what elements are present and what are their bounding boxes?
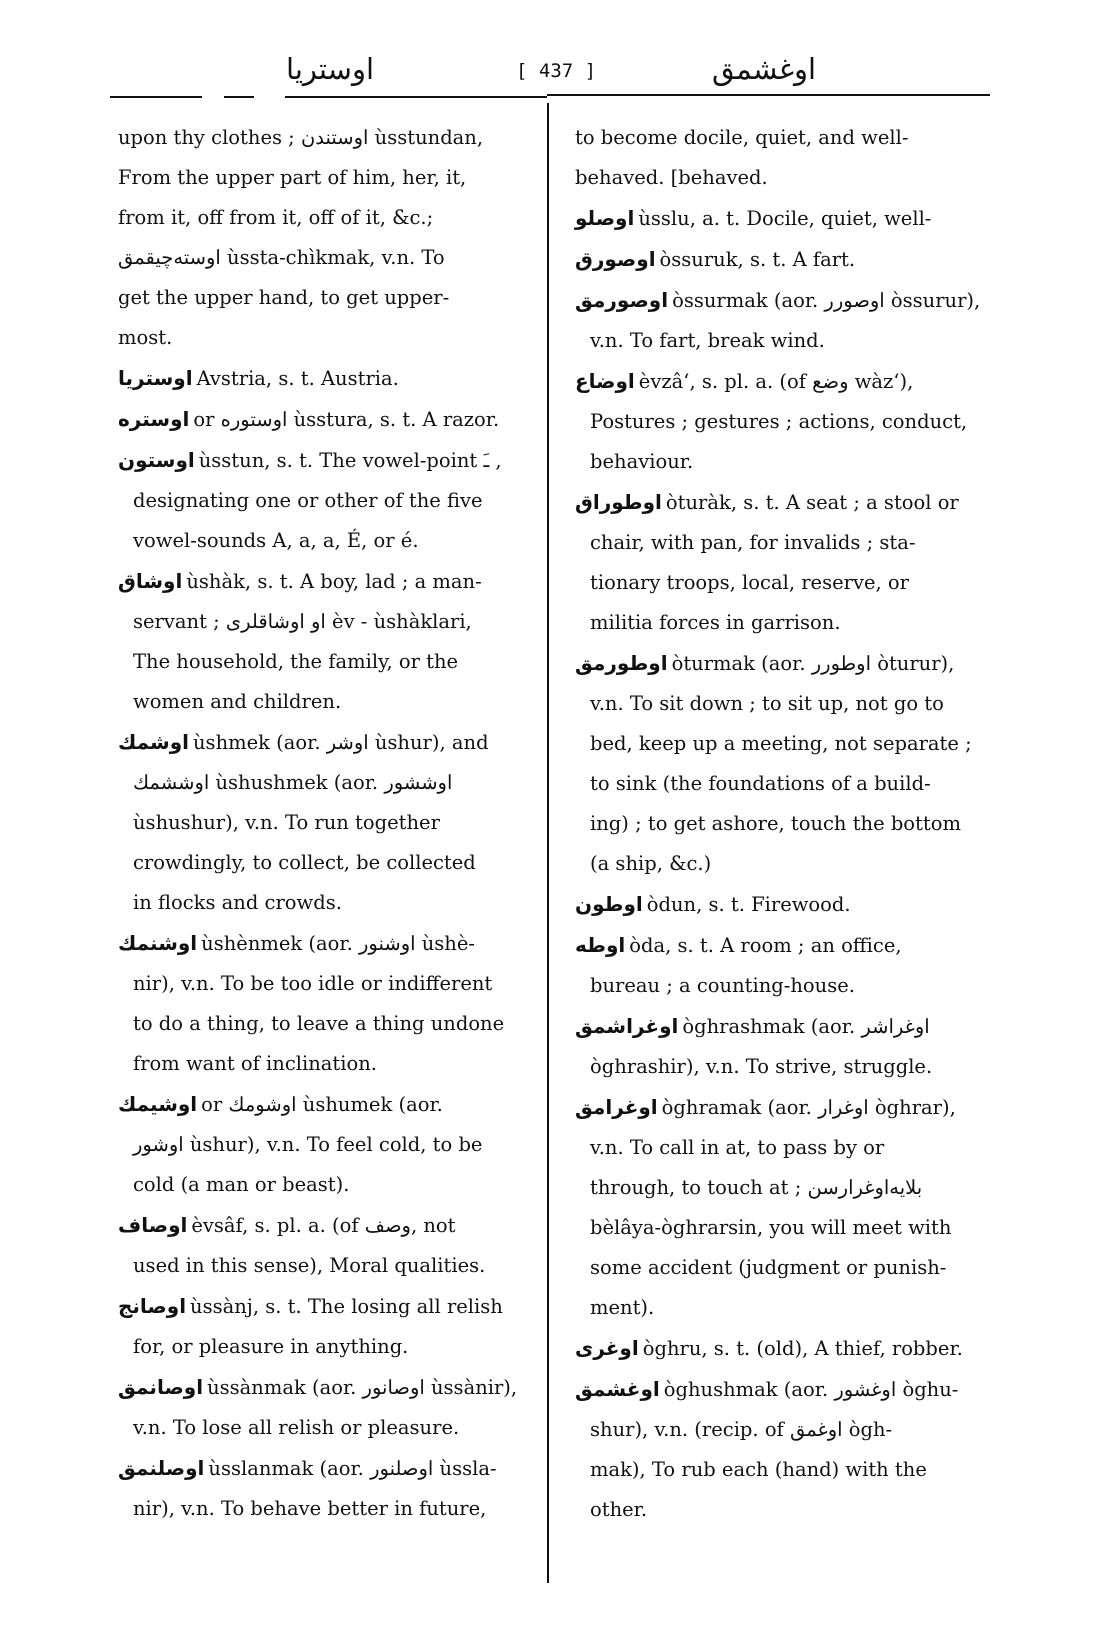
entry-headword: اوصانمق xyxy=(118,1375,204,1399)
entry-line xyxy=(575,482,985,523)
entry-line xyxy=(118,158,538,198)
entry-text: ùsstun, s. t. The vowel-point ـَ , xyxy=(198,449,502,472)
dictionary-entry xyxy=(575,1328,985,1369)
dictionary-entry xyxy=(118,1448,538,1529)
page-number: [ 437 ] xyxy=(516,60,597,82)
entry-headword: اوغری xyxy=(575,1336,639,1360)
left-column xyxy=(118,118,538,1529)
entry-line xyxy=(575,684,985,724)
entry-line xyxy=(575,966,985,1006)
entry-line xyxy=(575,804,985,844)
entry-text: òghrashmak (aor. اوغراشر xyxy=(682,1015,930,1038)
header-left-catchword: اوستريا xyxy=(286,52,375,86)
entry-line xyxy=(118,118,538,158)
dictionary-entry xyxy=(118,1084,538,1205)
dictionary-entry xyxy=(118,561,538,722)
entry-text: òssuruk, s. t. A fart. xyxy=(659,248,856,271)
entry-line xyxy=(118,923,538,964)
entry-text: chair, with pan, for invalids ; sta- xyxy=(590,531,916,554)
entry-text: The household, the family, or the xyxy=(133,650,459,673)
dictionary-entry xyxy=(575,280,985,361)
entry-text: to do a thing, to leave a thing undone xyxy=(133,1012,505,1035)
entry-text: shur), v.n. (recip. of اوغمق ògh- xyxy=(590,1418,893,1441)
entry-text: òghru, s. t. (old), A thief, robber. xyxy=(642,1337,963,1360)
dictionary-entry xyxy=(118,722,538,923)
entry-line xyxy=(575,1490,985,1530)
entry-text: From the upper part of him, her, it, xyxy=(118,166,467,189)
dictionary-entry xyxy=(118,923,538,1084)
entry-line xyxy=(118,763,538,803)
entry-text: for, or pleasure in anything. xyxy=(133,1335,409,1358)
dictionary-entry xyxy=(575,198,985,239)
entry-line xyxy=(118,278,538,318)
entry-line xyxy=(575,158,985,198)
entry-line xyxy=(575,1369,985,1410)
entry-headword: اوستره xyxy=(118,407,190,431)
entry-text: òdun, s. t. Firewood. xyxy=(646,893,851,916)
entry-text: اوشور ùshur), v.n. To feel cold, to be xyxy=(133,1133,483,1156)
entry-line xyxy=(575,1087,985,1128)
entry-line xyxy=(575,321,985,361)
entry-line xyxy=(575,844,985,884)
entry-line xyxy=(575,361,985,402)
page-header xyxy=(110,52,990,96)
entry-headword: اوغرامق xyxy=(575,1095,658,1119)
entry-line xyxy=(575,1128,985,1168)
entry-text: behaved. [behaved. xyxy=(575,166,768,189)
entry-text: nir), v.n. To be too idle or indifferent xyxy=(133,972,493,995)
dictionary-entry xyxy=(575,925,985,1006)
entry-text: (a ship, &c.) xyxy=(590,852,712,875)
entry-line xyxy=(575,523,985,563)
entry-line xyxy=(575,724,985,764)
entry-headword: اوطه xyxy=(575,933,626,957)
dictionary-entry xyxy=(575,482,985,643)
entry-headword: اوصلنمق xyxy=(118,1456,205,1480)
entry-text: òturmak (aor. اوطورر òturur), xyxy=(671,652,955,675)
entry-text: v.n. To call in at, to pass by or xyxy=(590,1136,885,1159)
entry-line xyxy=(118,964,538,1004)
dictionary-entry xyxy=(118,358,538,399)
right-column xyxy=(575,118,985,1530)
dictionary-entry xyxy=(575,1087,985,1328)
entry-line xyxy=(575,198,985,239)
entry-text: cold (a man or beast). xyxy=(133,1173,350,1196)
entry-text: to become docile, quiet, and well- xyxy=(575,126,909,149)
entry-headword: اوغشمق xyxy=(575,1377,660,1401)
dictionary-entry xyxy=(575,361,985,482)
entry-text: mak), To rub each (hand) with the xyxy=(590,1458,927,1481)
entry-text: women and children. xyxy=(133,690,342,713)
entry-text: òghushmak (aor. اوغشور òghu- xyxy=(663,1378,959,1401)
entry-text: bed, keep up a meeting, not separate ; xyxy=(590,732,972,755)
entry-text: Avstria, s. t. Austria. xyxy=(196,367,399,390)
entry-line xyxy=(118,561,538,602)
entry-text: designating one or other of the five xyxy=(133,489,483,512)
entry-headword: اوشاق xyxy=(118,569,183,593)
entry-line xyxy=(118,803,538,843)
column-divider xyxy=(547,103,549,1583)
dictionary-entry xyxy=(118,1367,538,1448)
entry-line xyxy=(575,239,985,280)
entry-line xyxy=(575,764,985,804)
entry-line xyxy=(118,440,538,481)
entry-line xyxy=(575,118,985,158)
entry-text: nir), v.n. To behave better in future, xyxy=(133,1497,487,1520)
entry-text: èvzâ‘, s. pl. a. (of وضع wàz‘), xyxy=(638,370,914,393)
entry-line xyxy=(118,1004,538,1044)
entry-line xyxy=(118,1286,538,1327)
entry-text: other. xyxy=(590,1498,648,1521)
dictionary-entry xyxy=(575,1369,985,1530)
entry-line xyxy=(118,1125,538,1165)
entry-line xyxy=(575,1410,985,1450)
entry-line xyxy=(575,402,985,442)
dictionary-entry xyxy=(118,399,538,440)
entry-text: bureau ; a counting-house. xyxy=(590,974,855,997)
entry-text: ùssànmak (aor. اوصانور ùssànir), xyxy=(207,1376,518,1399)
entry-line xyxy=(118,1408,538,1448)
entry-text: òghramak (aor. اوغرار òghrar), xyxy=(661,1096,956,1119)
entry-text: upon thy clothes ; اوستندن ùsstundan, xyxy=(118,126,484,149)
entry-line xyxy=(575,442,985,482)
entry-line xyxy=(575,884,985,925)
entry-line xyxy=(118,1367,538,1408)
header-right-catchword: اوغشمق xyxy=(712,52,817,86)
entry-line xyxy=(118,198,538,238)
dictionary-entry xyxy=(575,118,985,198)
entry-text: or اوشومك ùshumek (aor. xyxy=(201,1093,443,1116)
entry-line xyxy=(118,843,538,883)
entry-line xyxy=(118,1165,538,1205)
header-rule-left-short xyxy=(224,96,254,98)
entry-line xyxy=(575,1328,985,1369)
entry-text: bèlâya-òghrarsin, you will meet with xyxy=(590,1216,952,1239)
entry-line xyxy=(118,521,538,561)
entry-text: ing) ; to get ashore, touch the bottom xyxy=(590,812,961,835)
entry-text: in flocks and crowds. xyxy=(133,891,342,914)
entry-text: èvsâf, s. pl. a. (of وصف, not xyxy=(191,1214,456,1237)
entry-text: v.n. To lose all relish or pleasure. xyxy=(133,1416,460,1439)
entry-text: vowel-sounds A, a, a, É, or é. xyxy=(133,529,419,552)
entry-text: اوسته‌چیقمق ùssta-chìkmak, v.n. To xyxy=(118,246,445,269)
entry-text: tionary troops, local, reserve, or xyxy=(590,571,909,594)
entry-text: òghrashir), v.n. To strive, struggle. xyxy=(590,1055,933,1078)
entry-line xyxy=(118,318,538,358)
entry-text: òturàk, s. t. A seat ; a stool or xyxy=(665,491,959,514)
entry-text: crowdingly, to collect, be collected xyxy=(133,851,476,874)
entry-text: some accident (judgment or punish- xyxy=(590,1256,947,1279)
entry-headword: اوطوراق xyxy=(575,490,662,514)
entry-line xyxy=(118,1205,538,1246)
entry-headword: اوصورق xyxy=(575,247,656,271)
entry-text: from it, off from it, off of it, &c.; xyxy=(118,206,434,229)
entry-text: through, to touch at ; بلایه‌اوغرارسن xyxy=(590,1176,923,1199)
dictionary-entry xyxy=(118,1286,538,1367)
entry-line xyxy=(575,1006,985,1047)
entry-text: ùshènmek (aor. اوشنور ùshè- xyxy=(201,932,475,955)
entry-headword: اوستريا xyxy=(118,366,193,390)
entry-text: òda, s. t. A room ; an office, xyxy=(629,934,902,957)
entry-line xyxy=(118,1084,538,1125)
entry-line xyxy=(575,1168,985,1208)
entry-text: servant ; او اوشاقلری èv - ùshàklari, xyxy=(133,610,472,633)
entry-line xyxy=(575,1047,985,1087)
dictionary-entry xyxy=(118,118,538,358)
entry-line xyxy=(118,1044,538,1084)
entry-text: ùssànj, s. t. The losing all relish xyxy=(190,1295,503,1318)
entry-headword: اوصورمق xyxy=(575,288,669,312)
entry-headword: اوشنمك xyxy=(118,931,198,955)
entry-line xyxy=(575,1248,985,1288)
entry-line xyxy=(118,1246,538,1286)
entry-headword: اوطورمق xyxy=(575,651,668,675)
entry-line xyxy=(118,883,538,923)
entry-text: from want of inclination. xyxy=(133,1052,377,1075)
dictionary-entry xyxy=(575,1006,985,1087)
dictionary-entry xyxy=(575,884,985,925)
entry-line xyxy=(118,602,538,642)
entry-text: ùshushur), v.n. To run together xyxy=(133,811,440,834)
entry-headword: اوغراشمق xyxy=(575,1014,679,1038)
entry-line xyxy=(118,1448,538,1489)
entry-headword: اوصانج xyxy=(118,1294,187,1318)
entry-line xyxy=(575,563,985,603)
dictionary-entry xyxy=(575,239,985,280)
entry-line xyxy=(118,682,538,722)
entry-line xyxy=(575,280,985,321)
entry-text: ùshmek (aor. اوشر ùshur), and xyxy=(193,731,489,754)
entry-text: used in this sense), Moral qualities. xyxy=(133,1254,486,1277)
entry-line xyxy=(118,1327,538,1367)
entry-text: ment). xyxy=(590,1296,655,1319)
entry-text: Postures ; gestures ; actions, conduct, xyxy=(590,410,968,433)
entry-text: v.n. To fart, break wind. xyxy=(590,329,825,352)
header-rule-left xyxy=(110,96,202,98)
entry-headword: اوستون xyxy=(118,448,195,472)
entry-text: ùshàk, s. t. A boy, lad ; a man- xyxy=(186,570,482,593)
entry-headword: اوضاع xyxy=(575,369,635,393)
entry-text: most. xyxy=(118,326,173,349)
entry-line xyxy=(118,642,538,682)
entry-headword: اوشمك xyxy=(118,730,189,754)
entry-text: militia forces in garrison. xyxy=(590,611,841,634)
entry-text: to sink (the foundations of a build- xyxy=(590,772,931,795)
header-rule-right xyxy=(547,94,990,96)
entry-text: ùsslanmak (aor. اوصلنور ùssla- xyxy=(208,1457,497,1480)
entry-line xyxy=(118,722,538,763)
entry-line xyxy=(575,1208,985,1248)
dictionary-entry xyxy=(118,1205,538,1286)
entry-headword: اوشيمك xyxy=(118,1092,198,1116)
entry-line xyxy=(118,481,538,521)
entry-line xyxy=(118,358,538,399)
entry-headword: اوصاف xyxy=(118,1213,188,1237)
dictionary-entry xyxy=(575,643,985,884)
entry-text: behaviour. xyxy=(590,450,694,473)
entry-headword: اوطون xyxy=(575,892,643,916)
entry-text: get the upper hand, to get upper- xyxy=(118,286,450,309)
entry-text: òssurmak (aor. اوصورر òssurur), xyxy=(672,289,981,312)
entry-text: ùsslu, a. t. Docile, quiet, well- xyxy=(638,207,932,230)
entry-line xyxy=(118,238,538,278)
entry-line xyxy=(575,1450,985,1490)
entry-line xyxy=(575,1288,985,1328)
entry-line xyxy=(575,925,985,966)
entry-line xyxy=(575,603,985,643)
dictionary-entry xyxy=(118,440,538,561)
entry-headword: اوصلو xyxy=(575,206,635,230)
entry-line xyxy=(118,399,538,440)
entry-line xyxy=(575,643,985,684)
entry-line xyxy=(118,1489,538,1529)
entry-text: v.n. To sit down ; to sit up, not go to xyxy=(590,692,944,715)
entry-text: اوششمك ùshushmek (aor. اوششور xyxy=(133,771,453,794)
header-rule-center xyxy=(285,96,547,98)
entry-text: or اوستوره ùsstura, s. t. A razor. xyxy=(193,408,500,431)
